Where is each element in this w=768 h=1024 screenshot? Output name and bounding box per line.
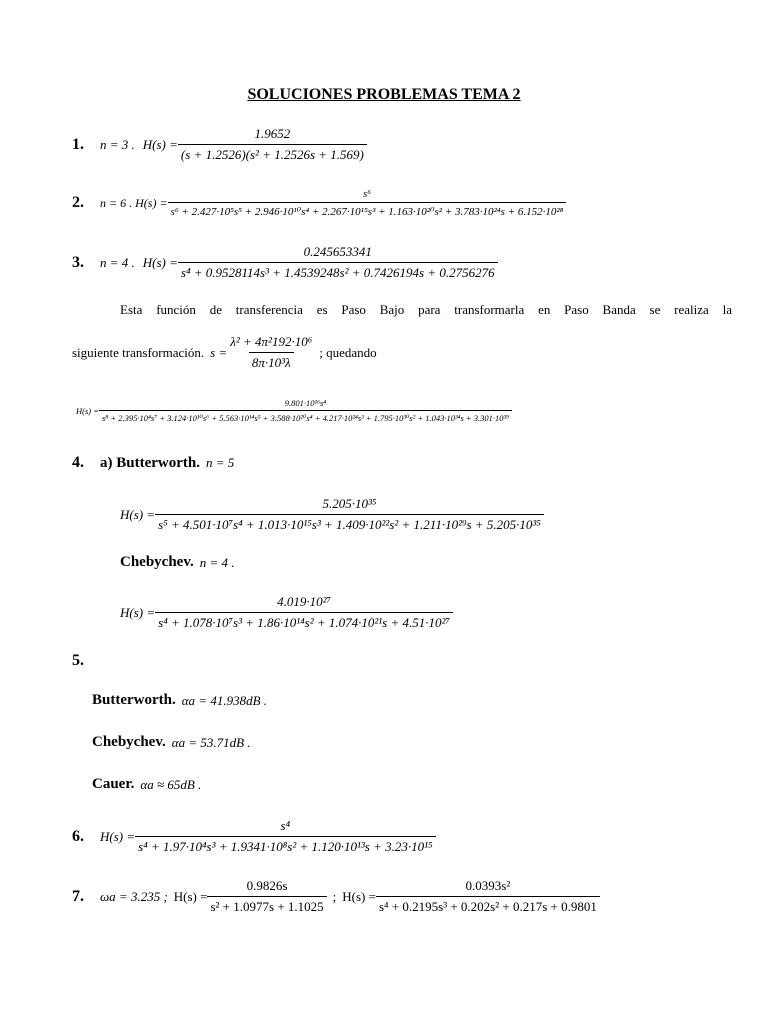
value: αa = 53.71dB . xyxy=(171,734,251,750)
transfer-fraction-1 xyxy=(207,878,326,915)
transform-fraction xyxy=(227,334,315,371)
numerator: 5.205·10³⁵ xyxy=(322,496,377,511)
numerator: λ² + 4π²192·10⁶ xyxy=(230,334,313,349)
quedando: ; quedando xyxy=(319,344,377,360)
numerator: 0.245653341 xyxy=(303,244,372,259)
transfer-lhs: H(s) = xyxy=(142,136,178,152)
transfer-lhs: H(s) = xyxy=(76,406,99,416)
solution-6 xyxy=(72,818,436,855)
transfer-lhs: H(s) = xyxy=(100,828,136,844)
transfer-fraction xyxy=(99,398,512,424)
butterworth-transfer xyxy=(120,496,544,533)
transfer-fraction xyxy=(178,244,498,281)
transfer-fraction xyxy=(135,818,435,855)
numerator: 4.019·10²⁷ xyxy=(277,594,331,609)
separator: ; xyxy=(332,888,337,904)
denominator: s⁴ + 1.078·10⁷s³ + 1.86·10¹⁴s² + 1.074·10²¹s + 4.51·10²⁷ xyxy=(155,612,453,631)
denominator: (s + 1.2526)(s² + 1.2526s + 1.569) xyxy=(178,144,367,163)
numerator: 0.0393s² xyxy=(465,878,511,893)
page-title: SOLUCIONES PROBLEMAS TEMA 2 xyxy=(247,86,521,103)
chebychev-transfer xyxy=(120,594,453,631)
numerator: 0.9826s xyxy=(246,878,288,893)
numerator: 9.801·10¹⁶s⁴ xyxy=(284,398,327,408)
transform-lhs: s = xyxy=(210,344,228,360)
transfer-lhs: H(s) = xyxy=(142,254,178,270)
denominator: s⁵ + 4.501·10⁷s⁴ + 1.013·10¹⁵s³ + 1.409·10²²s² + 1.211·10²⁹s + 5.205·10³⁵ xyxy=(155,514,544,533)
label: Chebychev. xyxy=(92,734,166,750)
chebychev-header xyxy=(120,554,235,571)
label: Butterworth. xyxy=(92,692,176,708)
label: Cauer. xyxy=(92,776,135,792)
butterworth-attenuation xyxy=(92,692,267,709)
chebychev-label: Chebychev. xyxy=(120,554,194,570)
transfer-lhs-2: H(s) = xyxy=(342,888,376,904)
paragraph-line-1: Esta función de transferencia es Paso Bajo para transformarla en Paso Banda se realiza la xyxy=(120,302,732,317)
denominator: s² + 1.0977s + 1.1025 xyxy=(207,896,326,915)
transfer-fraction xyxy=(178,126,367,163)
transfer-fraction xyxy=(168,188,567,218)
solution-2 xyxy=(72,188,566,218)
transfer-fraction xyxy=(155,496,544,533)
transfer-lhs-1: H(s) = xyxy=(173,888,208,904)
value: αa ≈ 65dB . xyxy=(140,776,202,792)
solution-1 xyxy=(72,126,367,163)
denominator: s⁴ + 0.9528114s³ + 1.4539248s² + 0.7426194s + 0.2756276 xyxy=(178,262,498,281)
cauer-attenuation xyxy=(92,776,201,793)
item-number: 7. xyxy=(72,887,84,905)
omega-a: ωa = 3.235 ; xyxy=(100,888,168,904)
item-number: 3. xyxy=(72,253,84,271)
item-number: 2. xyxy=(72,194,84,211)
order: n = 4 . xyxy=(199,554,235,570)
paragraph-line-2: siguiente transformación. xyxy=(72,344,205,360)
order: n = 6 . xyxy=(100,195,133,210)
item-number: 5. xyxy=(72,652,84,669)
denominator: s⁶ + 2.427·10⁵s⁵ + 2.946·10¹⁰s⁴ + 2.267·10¹⁵s³ + 1.163·10²⁰s² + 3.783·10²⁴s + 6.152·10²⁸ xyxy=(168,202,567,218)
denominator: 8π·10³λ xyxy=(249,352,294,371)
numerator: s⁶ xyxy=(362,188,372,200)
solution-3 xyxy=(72,244,498,281)
chebychev-attenuation xyxy=(92,734,251,751)
numerator: s⁴ xyxy=(280,818,291,833)
transfer-fraction-2 xyxy=(376,878,600,915)
numerator: 1.9652 xyxy=(254,126,291,141)
transfer-lhs: H(s) = xyxy=(120,506,156,522)
transfer-fraction xyxy=(155,594,453,631)
item-number: 6. xyxy=(72,827,84,845)
transfer-lhs: H(s) = xyxy=(120,604,156,620)
transfer-lhs: H(s) = xyxy=(135,195,168,210)
denominator: s⁴ + 1.97·10⁴s³ + 1.9341·10⁸s² + 1.120·10¹³s + 3.23·10¹⁵ xyxy=(135,836,435,855)
denominator: s⁴ + 0.2195s³ + 0.202s² + 0.217s + 0.9801 xyxy=(376,896,600,915)
solution-4-header xyxy=(72,454,234,472)
transformation-line xyxy=(72,334,377,371)
denominator: s⁸ + 2.395·10⁴s⁷ + 3.124·10¹⁰s⁶ + 5.563·10¹⁴s⁵ + 3.588·10²⁰s⁴ + 4.217·10²⁴s³ + 1.795·10³⁰s² + 1.043·10³⁴s + 3.301·10³⁹ xyxy=(99,410,512,424)
butterworth-label: a) Butterworth. xyxy=(100,454,200,471)
order: n = 5 xyxy=(205,455,235,470)
solution-7 xyxy=(72,878,600,915)
order: n = 4 . xyxy=(100,254,135,270)
item-number: 1. xyxy=(72,135,84,153)
value: αa = 41.938dB . xyxy=(181,692,268,708)
order: n = 3 . xyxy=(100,136,135,152)
bandpass-transfer xyxy=(76,398,512,424)
item-number: 4. xyxy=(72,454,84,471)
